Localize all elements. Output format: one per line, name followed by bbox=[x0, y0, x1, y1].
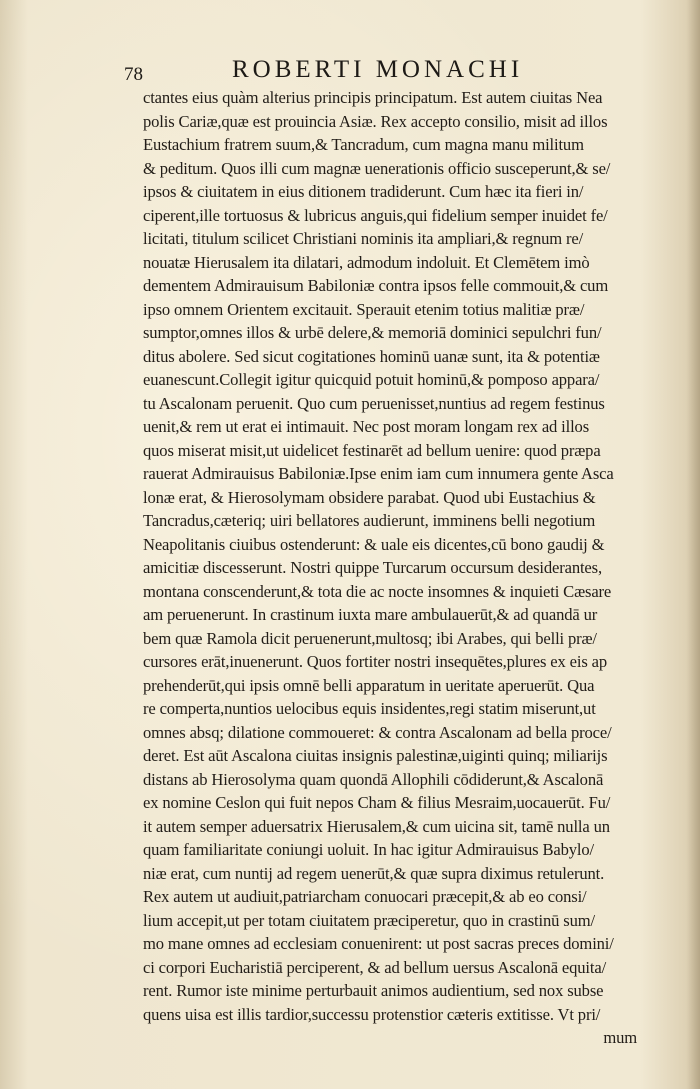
running-title: ROBERTI MONACHI bbox=[232, 56, 524, 83]
text-line: euanescunt.Collegit igitur quicquid potuit hominū,& pomposo appara/ bbox=[143, 370, 600, 389]
text-line: Tancradus,cæteriq; uiri bellatores audierunt, imminens belli negotium bbox=[143, 511, 596, 530]
text-line: nouatæ Hierusalem ita dilatari, admodum indoluit. Et Clemētem imò bbox=[143, 252, 590, 272]
text-line: am peruenerunt. In crastinum iuxta mare ambulauerūt,& ad quandā ur bbox=[143, 605, 598, 624]
text-line: polis Cariæ,quæ est prouincia Asiæ. Rex accepto consilio, misit ad illos bbox=[143, 111, 608, 131]
text-line: omnes absq; dilatione commoueret: & contra Ascalonam ad bella proce/ bbox=[143, 722, 612, 742]
text-line: ctantes eius quàm alterius principis principatum. Est autem ciuitas Nea bbox=[143, 88, 603, 107]
text-line: ipso omnem Orientem excitauit. Sperauit etenim totius malitiæ præ/ bbox=[143, 299, 585, 319]
text-line: & peditum. Quos illi cum magnæ uenerationis officio susceperunt,& se/ bbox=[143, 158, 611, 178]
text-line: Eustachium fratrem suum,& Tancradum, cum magna manu militum bbox=[143, 135, 584, 154]
text-line: quos miserat misit,ut uidelicet festinarēt ad bellum uenire: quod præpa bbox=[143, 440, 601, 460]
text-line: rent. Rumor iste minime perturbauit animos audientium, sed nox subse bbox=[143, 981, 604, 1000]
body-text bbox=[143, 86, 643, 1050]
text-line: distans ab Hierosolyma quam quondā Allophili cōdiderunt,& Ascalonā bbox=[143, 769, 604, 789]
text-line: niæ erat, cum nuntij ad regem uenerūt,& quæ supra diximus retulerunt. bbox=[143, 863, 605, 883]
text-line: lium accepit,ut per totam ciuitatem præciperetur, quo in crastinū sum/ bbox=[143, 910, 595, 930]
text-line: re comperta,nuntios uelocibus equis insidentes,regi statim miserunt,ut bbox=[143, 699, 596, 718]
text-line: uenit,& rem ut erat ei intimauit. Nec post moram longam rex ad illos bbox=[143, 417, 590, 436]
text-line: ditus abolere. Sed sicut cogitationes hominū uanæ sunt, ita & potentiæ bbox=[143, 346, 600, 366]
text-line: lonæ erat, & Hierosolymam obsidere parabat. Quod ubi Eustachius & bbox=[143, 487, 596, 507]
text-line: bem quæ Ramola dicit peruenerunt,multosq; ibi Arabes, qui belli præ/ bbox=[143, 628, 597, 648]
text-line: amicitiæ discesserunt. Nostri quippe Turcarum occursum desiderantes, bbox=[143, 558, 602, 577]
running-head bbox=[124, 56, 644, 86]
text-line: dementem Admirauisum Babiloniæ contra ipsos felle commouit,& cum bbox=[143, 276, 609, 295]
text-line: tu Ascalonam peruenit. Quo cum peruenisset,nuntius ad regem festinus bbox=[143, 393, 605, 413]
text-line: it autem semper aduersatrix Hierusalem,& cum uicina sit, tamē nulla un bbox=[143, 816, 610, 836]
text-line: ex nomine Ceslon qui fuit nepos Cham & filius Mesraim,uocauerūt. Fu/ bbox=[143, 793, 611, 812]
text-line: licitati, titulum scilicet Christiani nominis ita ampliari,& regnum re/ bbox=[143, 229, 584, 248]
text-line: montana conscenderunt,& tota die ac nocte insomnes & inquieti Cæsare bbox=[143, 581, 612, 601]
text-line: Neapolitanis ciuibus ostenderunt: & uale eis dicentes,cū bono gaudij & bbox=[143, 534, 605, 554]
text-line: Rex autem ut audiuit,patriarcham conuocari præcepit,& ab eo consi/ bbox=[143, 887, 587, 906]
text-line: deret. Est aūt Ascalona ciuitas insignis palestinæ,uiginti quinq; miliarijs bbox=[143, 746, 608, 765]
text-line: ipsos & ciuitatem in eius ditionem tradiderunt. Cum hæc ita fieri in/ bbox=[143, 182, 584, 201]
text-line: prehenderūt,qui ipsis omnē belli apparatum in ueritate aperuerūt. Qua bbox=[143, 675, 595, 695]
text-line: ci corpori Eucharistiā perciperent, & ad bellum uersus Ascalonā equita/ bbox=[143, 957, 607, 977]
text-line: quam familiaritate coniungi uoluit. In hac igitur Admirauisus Babylo/ bbox=[143, 840, 594, 859]
text-line: sumptor,omnes illos & urbē delere,& memoriā dominici sepulchri fun/ bbox=[143, 323, 602, 342]
text-line: rauerat Admirauisus Babiloniæ.Ipse enim iam cum innumera gente Asca bbox=[143, 464, 614, 483]
catchword: mum bbox=[603, 1028, 637, 1047]
page-number: 78 bbox=[124, 64, 143, 85]
text-line: ciperent,ille tortuosus & lubricus anguis,qui fidelium semper inuidet fe/ bbox=[143, 205, 608, 225]
text-line: cursores erāt,inuenerunt. Quos fortiter nostri insequētes,plures ex eis ap bbox=[143, 652, 607, 671]
text-line: mo mane omnes ad ecclesiam conuenirent: ut post sacras preces domini/ bbox=[143, 934, 614, 953]
text-line: quens uisa est illis tardior,successu protenstior cæteris extitisse. Vt pri/ bbox=[143, 1004, 601, 1024]
